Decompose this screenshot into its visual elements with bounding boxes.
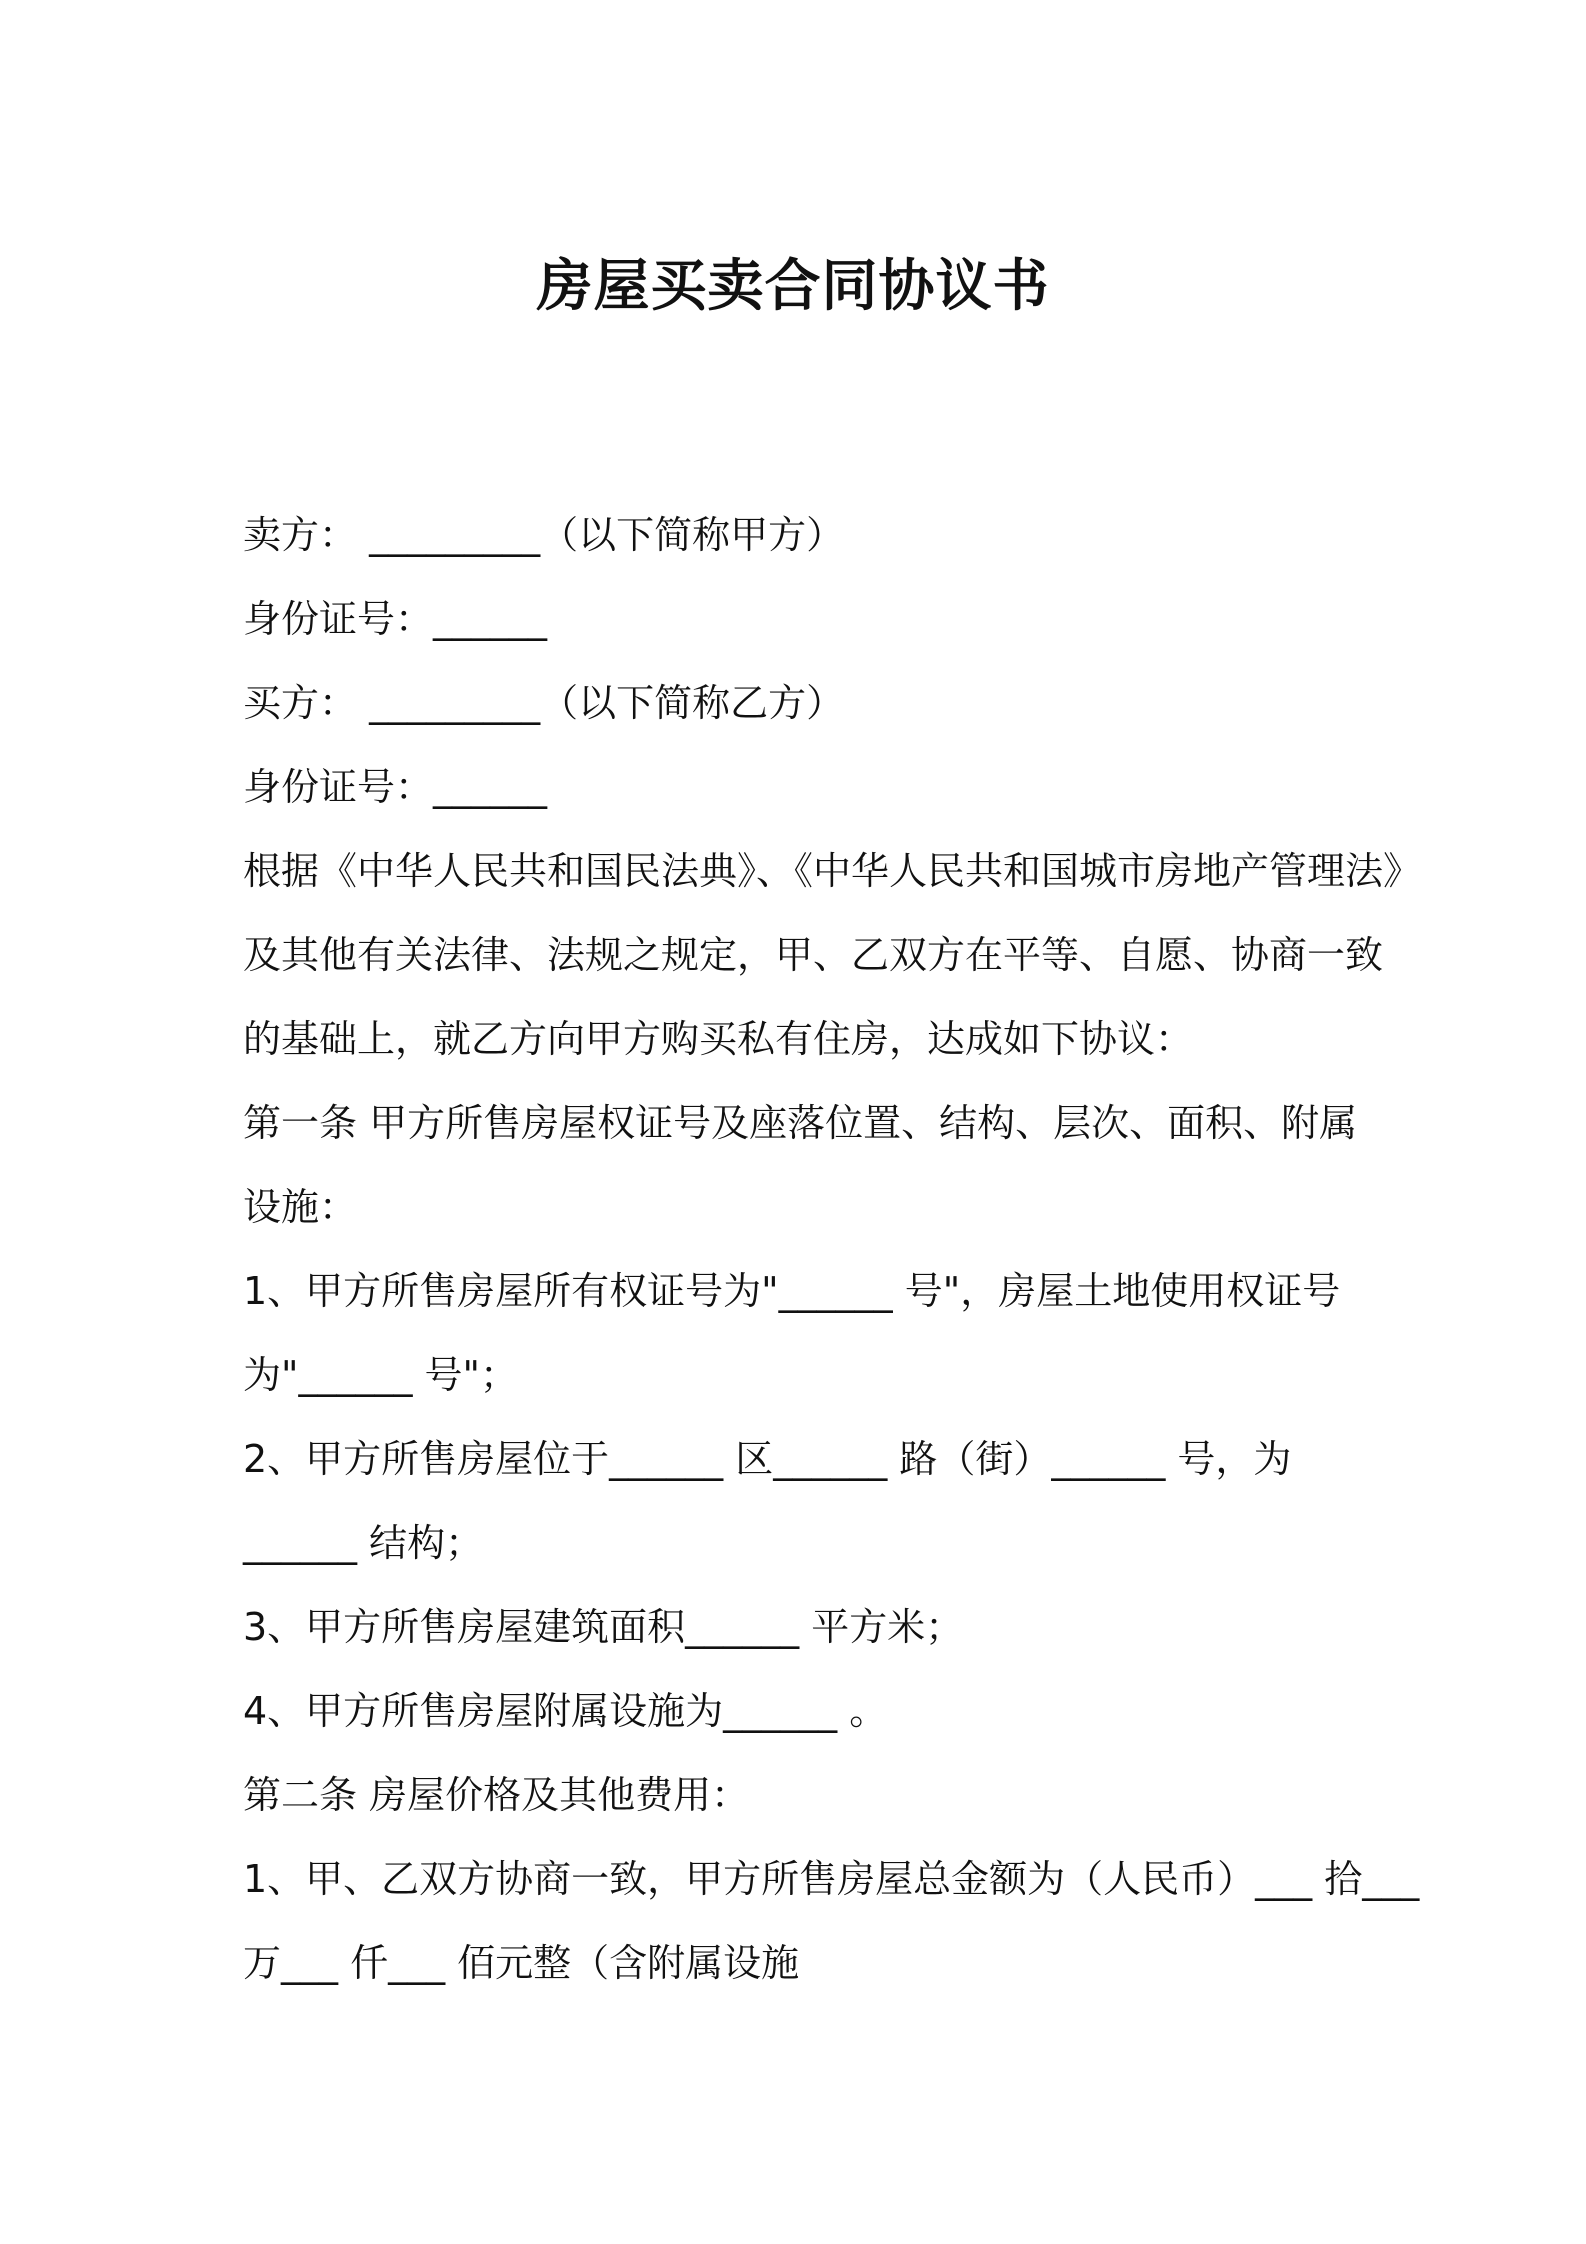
article-1-item-2-line-2: ______ 结构； xyxy=(243,1521,484,1565)
seller-line: 卖方： _________（以下简称甲方） xyxy=(243,513,845,557)
document-body xyxy=(243,493,1422,2005)
article-1-item-2-line-1: 2、甲方所售房屋位于______ 区______ 路（街）______ 号，为 xyxy=(243,1437,1292,1481)
document-title: 房屋买卖合同协议书 xyxy=(536,254,1050,319)
article-1-item-3: 3、甲方所售房屋建筑面积______ 平方米； xyxy=(243,1605,964,1649)
buyer-line: 买方： _________（以下简称乙方） xyxy=(243,681,845,725)
article-2-item-1-line-2: 万___ 仟___ 佰元整（含附属设施 xyxy=(243,1941,800,1985)
article-1-heading-line-1: 第一条 甲方所售房屋权证号及座落位置、结构、层次、面积、附属 xyxy=(243,1101,1358,1145)
legal-basis-line-2: 及其他有关法律、法规之规定，甲、乙双方在平等、自愿、协商一致 xyxy=(243,933,1384,977)
article-1-item-1-line-1: 1、甲方所售房屋所有权证号为"______ 号"，房屋土地使用权证号 xyxy=(243,1269,1341,1313)
article-1-item-4: 4、甲方所售房屋附属设施为______ 。 xyxy=(243,1689,888,1733)
article-1-item-1-line-2: 为"______ 号"； xyxy=(243,1353,519,1397)
buyer-id-line: 身份证号：______ xyxy=(243,765,548,809)
legal-basis-line-1: 根据《中华人民共和国民法典》、《中华人民共和国城市房地产管理法》 xyxy=(243,849,1422,893)
article-2-heading: 第二条 房屋价格及其他费用： xyxy=(243,1773,750,1817)
article-1-heading-line-2: 设施： xyxy=(243,1185,358,1229)
article-2-item-1-line-1: 1、甲、乙双方协商一致，甲方所售房屋总金额为（人民币）___ 拾___ xyxy=(243,1857,1420,1901)
legal-basis-line-3: 的基础上，就乙方向甲方购买私有住房，达成如下协议： xyxy=(243,1017,1194,1061)
seller-id-line: 身份证号：______ xyxy=(243,597,548,641)
